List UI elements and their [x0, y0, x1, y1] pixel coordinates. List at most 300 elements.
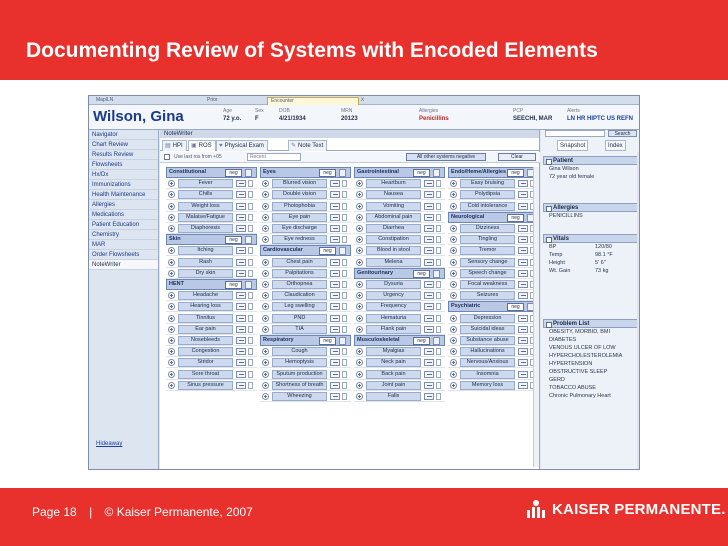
modifier-select[interactable] — [342, 214, 347, 221]
ros-finding-label[interactable]: Orthopnea — [272, 280, 327, 289]
ros-finding-label[interactable]: Shortness of breath — [272, 381, 327, 390]
modifier-select[interactable] — [248, 191, 253, 198]
positive-plus-icon[interactable] — [450, 236, 457, 243]
positive-plus-icon[interactable] — [356, 393, 363, 400]
positive-plus-icon[interactable] — [450, 247, 457, 254]
negative-minus-icon[interactable] — [518, 382, 528, 389]
nav-item[interactable]: Patient Education — [89, 220, 158, 230]
ros-finding-label[interactable]: Cough — [272, 347, 327, 356]
modifier-select[interactable] — [436, 326, 441, 333]
ros-finding-label[interactable]: Blood in stool — [366, 246, 421, 255]
positive-plus-icon[interactable] — [450, 281, 457, 288]
ros-finding-label[interactable]: Ear pain — [178, 325, 233, 334]
ros-finding-label[interactable]: Constipation — [366, 235, 421, 244]
alerts-value[interactable]: LN HR HIPTC US REFN — [567, 116, 633, 122]
ros-finding-label[interactable]: Chills — [178, 190, 233, 199]
tab-prior[interactable]: Prior — [207, 97, 218, 103]
ros-finding-label[interactable]: Nosebleeds — [178, 336, 233, 345]
positive-plus-icon[interactable] — [262, 225, 269, 232]
snapshot-scrollbar[interactable] — [637, 152, 640, 470]
positive-plus-icon[interactable] — [356, 292, 363, 299]
negative-minus-icon[interactable] — [330, 203, 340, 210]
positive-plus-icon[interactable] — [450, 225, 457, 232]
vitals-section-header[interactable]: Vitals — [543, 234, 639, 243]
expand-icon[interactable] — [245, 236, 252, 244]
modifier-select[interactable] — [248, 348, 253, 355]
positive-plus-icon[interactable] — [168, 180, 175, 187]
tab-note-text[interactable] — [288, 140, 327, 151]
positive-plus-icon[interactable] — [450, 359, 457, 366]
negative-minus-icon[interactable] — [518, 270, 528, 277]
negative-minus-icon[interactable] — [424, 214, 434, 221]
nav-item[interactable]: Allergies — [89, 200, 158, 210]
modifier-select[interactable] — [342, 359, 347, 366]
negative-minus-icon[interactable] — [424, 393, 434, 400]
ros-finding-label[interactable]: Nervous/Anxious — [460, 358, 515, 367]
negative-minus-icon[interactable] — [236, 225, 246, 232]
ros-finding-label[interactable]: Hallucinations — [460, 347, 515, 356]
neg-button[interactable]: neg — [319, 169, 336, 177]
positive-plus-icon[interactable] — [356, 371, 363, 378]
negative-minus-icon[interactable] — [236, 259, 246, 266]
ros-finding-label[interactable]: Dysuria — [366, 280, 421, 289]
nav-item[interactable]: Navigator — [89, 130, 158, 140]
ros-finding-label[interactable]: Polydipsia — [460, 190, 515, 199]
tab-hpi[interactable] — [162, 140, 187, 151]
neg-button[interactable]: neg — [413, 270, 430, 278]
ros-finding-label[interactable]: Malaise/Fatigue — [178, 213, 233, 222]
negative-minus-icon[interactable] — [236, 315, 246, 322]
modifier-select[interactable] — [436, 191, 441, 198]
tab-ros[interactable] — [188, 140, 216, 151]
ros-finding-label[interactable]: PND — [272, 314, 327, 323]
positive-plus-icon[interactable] — [356, 214, 363, 221]
positive-plus-icon[interactable] — [450, 270, 457, 277]
negative-minus-icon[interactable] — [424, 292, 434, 299]
positive-plus-icon[interactable] — [450, 315, 457, 322]
ros-finding-label[interactable]: Wheezing — [272, 392, 327, 401]
positive-plus-icon[interactable] — [168, 326, 175, 333]
negative-minus-icon[interactable] — [236, 359, 246, 366]
ros-finding-label[interactable]: Eye discharge — [272, 224, 327, 233]
modifier-select[interactable] — [436, 382, 441, 389]
ros-finding-label[interactable]: Blurred vision — [272, 179, 327, 188]
positive-plus-icon[interactable] — [168, 303, 175, 310]
nav-item[interactable]: Immunizations — [89, 180, 158, 190]
modifier-select[interactable] — [436, 303, 441, 310]
ros-finding-label[interactable]: TIA — [272, 325, 327, 334]
negative-minus-icon[interactable] — [236, 203, 246, 210]
modifier-select[interactable] — [248, 326, 253, 333]
negative-minus-icon[interactable] — [330, 214, 340, 221]
ros-finding-label[interactable]: Speech change — [460, 269, 515, 278]
positive-plus-icon[interactable] — [356, 191, 363, 198]
negative-minus-icon[interactable] — [236, 337, 246, 344]
modifier-select[interactable] — [248, 337, 253, 344]
negative-minus-icon[interactable] — [424, 180, 434, 187]
ros-finding-label[interactable]: Sensory change — [460, 258, 515, 267]
positive-plus-icon[interactable] — [262, 393, 269, 400]
negative-minus-icon[interactable] — [424, 303, 434, 310]
negative-minus-icon[interactable] — [236, 326, 246, 333]
modifier-select[interactable] — [342, 203, 347, 210]
modifier-select[interactable] — [248, 225, 253, 232]
modifier-select[interactable] — [342, 292, 347, 299]
expand-icon[interactable] — [433, 337, 440, 345]
expand-icon[interactable] — [245, 281, 252, 289]
ros-finding-label[interactable]: Itching — [178, 246, 233, 255]
negative-minus-icon[interactable] — [518, 359, 528, 366]
modifier-select[interactable] — [248, 180, 253, 187]
negative-minus-icon[interactable] — [424, 191, 434, 198]
allergies-section-header[interactable]: Allergies — [543, 203, 639, 212]
negative-minus-icon[interactable] — [518, 247, 528, 254]
modifier-select[interactable] — [436, 348, 441, 355]
modifier-select[interactable] — [342, 371, 347, 378]
nav-item[interactable]: MAR — [89, 240, 158, 250]
all-other-systems-negative-button[interactable]: All other systems negative — [406, 153, 486, 161]
ros-finding-label[interactable]: Sore throat — [178, 370, 233, 379]
ros-finding-label[interactable]: Abdominal pain — [366, 213, 421, 222]
modifier-select[interactable] — [342, 315, 347, 322]
negative-minus-icon[interactable] — [236, 382, 246, 389]
modifier-select[interactable] — [248, 270, 253, 277]
positive-plus-icon[interactable] — [356, 236, 363, 243]
ros-finding-label[interactable]: Focal weakness — [460, 280, 515, 289]
ros-finding-label[interactable]: Melena — [366, 258, 421, 267]
expand-icon[interactable] — [339, 337, 346, 345]
positive-plus-icon[interactable] — [262, 292, 269, 299]
modifier-select[interactable] — [342, 236, 347, 243]
modifier-select[interactable] — [248, 315, 253, 322]
negative-minus-icon[interactable] — [518, 337, 528, 344]
negative-minus-icon[interactable] — [330, 236, 340, 243]
tab-encounter[interactable]: Encounter — [267, 97, 359, 105]
negative-minus-icon[interactable] — [330, 393, 340, 400]
positive-plus-icon[interactable] — [262, 180, 269, 187]
neg-button[interactable]: neg — [225, 169, 242, 177]
positive-plus-icon[interactable] — [356, 281, 363, 288]
negative-minus-icon[interactable] — [236, 292, 246, 299]
modifier-select[interactable] — [342, 303, 347, 310]
negative-minus-icon[interactable] — [236, 191, 246, 198]
hideaway-link[interactable]: Hideaway — [96, 441, 123, 447]
modifier-select[interactable] — [436, 393, 441, 400]
ros-finding-label[interactable]: Hemoptysis — [272, 358, 327, 367]
ros-finding-label[interactable]: Heartburn — [366, 179, 421, 188]
positive-plus-icon[interactable] — [356, 247, 363, 254]
modifier-select[interactable] — [342, 225, 347, 232]
positive-plus-icon[interactable] — [356, 315, 363, 322]
negative-minus-icon[interactable] — [424, 203, 434, 210]
positive-plus-icon[interactable] — [262, 303, 269, 310]
negative-minus-icon[interactable] — [236, 348, 246, 355]
ros-finding-label[interactable]: Tinnitus — [178, 314, 233, 323]
positive-plus-icon[interactable] — [356, 180, 363, 187]
negative-minus-icon[interactable] — [518, 315, 528, 322]
ros-finding-label[interactable]: Stridor — [178, 358, 233, 367]
ros-finding-label[interactable]: Leg swelling — [272, 302, 327, 311]
nav-item[interactable]: Chemistry — [89, 230, 158, 240]
negative-minus-icon[interactable] — [518, 225, 528, 232]
modifier-select[interactable] — [342, 348, 347, 355]
ros-finding-label[interactable]: Dizziness — [460, 224, 515, 233]
modifier-select[interactable] — [248, 259, 253, 266]
allergies-value[interactable]: Penicillins — [419, 116, 449, 122]
modifier-select[interactable] — [342, 191, 347, 198]
positive-plus-icon[interactable] — [262, 191, 269, 198]
ros-finding-label[interactable]: Diaphoresis — [178, 224, 233, 233]
ros-finding-label[interactable]: Tremor — [460, 246, 515, 255]
modifier-select[interactable] — [342, 180, 347, 187]
positive-plus-icon[interactable] — [262, 326, 269, 333]
negative-minus-icon[interactable] — [424, 382, 434, 389]
positive-plus-icon[interactable] — [262, 371, 269, 378]
nav-item[interactable]: Hx/Dx — [89, 170, 158, 180]
modifier-select[interactable] — [342, 259, 347, 266]
positive-plus-icon[interactable] — [262, 348, 269, 355]
negative-minus-icon[interactable] — [330, 348, 340, 355]
positive-plus-icon[interactable] — [262, 214, 269, 221]
modifier-select[interactable] — [436, 247, 441, 254]
negative-minus-icon[interactable] — [236, 247, 246, 254]
negative-minus-icon[interactable] — [330, 303, 340, 310]
positive-plus-icon[interactable] — [168, 203, 175, 210]
positive-plus-icon[interactable] — [262, 382, 269, 389]
expand-icon[interactable] — [339, 247, 346, 255]
negative-minus-icon[interactable] — [424, 326, 434, 333]
nav-item[interactable]: Results Review — [89, 150, 158, 160]
ros-finding-label[interactable]: Neck pain — [366, 358, 421, 367]
ros-finding-label[interactable]: Palpitations — [272, 269, 327, 278]
nav-item[interactable]: Flowsheets — [89, 160, 158, 170]
negative-minus-icon[interactable] — [518, 326, 528, 333]
positive-plus-icon[interactable] — [450, 180, 457, 187]
ros-finding-label[interactable]: Myalgias — [366, 347, 421, 356]
modifier-select[interactable] — [342, 326, 347, 333]
negative-minus-icon[interactable] — [236, 303, 246, 310]
negative-minus-icon[interactable] — [518, 371, 528, 378]
ros-finding-label[interactable]: Vomiting — [366, 202, 421, 211]
patient-section-header[interactable]: Patient — [543, 156, 639, 165]
neg-button[interactable]: neg — [413, 169, 430, 177]
positive-plus-icon[interactable] — [262, 203, 269, 210]
expand-icon[interactable] — [339, 169, 346, 177]
nav-item[interactable]: Order Flowsheets — [89, 250, 158, 260]
ros-finding-label[interactable]: Joint pain — [366, 381, 421, 390]
positive-plus-icon[interactable] — [262, 315, 269, 322]
ros-finding-label[interactable]: Fever — [178, 179, 233, 188]
positive-plus-icon[interactable] — [450, 337, 457, 344]
neg-button[interactable]: neg — [507, 214, 524, 222]
modifier-select[interactable] — [436, 315, 441, 322]
modifier-select[interactable] — [248, 382, 253, 389]
modifier-select[interactable] — [342, 393, 347, 400]
neg-button[interactable]: neg — [319, 247, 336, 255]
positive-plus-icon[interactable] — [262, 270, 269, 277]
negative-minus-icon[interactable] — [424, 371, 434, 378]
positive-plus-icon[interactable] — [168, 292, 175, 299]
ros-finding-label[interactable]: Sputum production — [272, 370, 327, 379]
expand-icon[interactable] — [433, 270, 440, 278]
modifier-select[interactable] — [436, 281, 441, 288]
positive-plus-icon[interactable] — [168, 337, 175, 344]
negative-minus-icon[interactable] — [236, 371, 246, 378]
ros-finding-label[interactable]: Frequency — [366, 302, 421, 311]
negative-minus-icon[interactable] — [424, 259, 434, 266]
neg-button[interactable]: neg — [413, 337, 430, 345]
ros-finding-label[interactable]: Urgency — [366, 291, 421, 300]
ros-finding-label[interactable]: Chest pain — [272, 258, 327, 267]
ros-finding-label[interactable]: Back pain — [366, 370, 421, 379]
negative-minus-icon[interactable] — [518, 348, 528, 355]
modifier-select[interactable] — [436, 203, 441, 210]
negative-minus-icon[interactable] — [518, 281, 528, 288]
ros-finding-label[interactable]: Memory loss — [460, 381, 515, 390]
modifier-select[interactable] — [342, 281, 347, 288]
positive-plus-icon[interactable] — [356, 203, 363, 210]
snapshot-search-input[interactable] — [545, 130, 605, 137]
negative-minus-icon[interactable] — [518, 236, 528, 243]
nav-item[interactable]: Chart Review — [89, 140, 158, 150]
negative-minus-icon[interactable] — [236, 214, 246, 221]
negative-minus-icon[interactable] — [518, 191, 528, 198]
neg-button[interactable]: neg — [225, 236, 242, 244]
ros-scrollbar[interactable] — [533, 167, 539, 467]
modifier-select[interactable] — [248, 292, 253, 299]
modifier-select[interactable] — [436, 292, 441, 299]
neg-button[interactable]: neg — [319, 337, 336, 345]
negative-minus-icon[interactable] — [330, 259, 340, 266]
positive-plus-icon[interactable] — [168, 247, 175, 254]
positive-plus-icon[interactable] — [356, 259, 363, 266]
tab-snapshot[interactable]: Snapshot — [557, 140, 588, 151]
positive-plus-icon[interactable] — [168, 382, 175, 389]
ros-finding-label[interactable]: Flank pain — [366, 325, 421, 334]
ros-finding-label[interactable]: Nausea — [366, 190, 421, 199]
positive-plus-icon[interactable] — [168, 259, 175, 266]
ros-finding-label[interactable]: Falls — [366, 392, 421, 401]
modifier-select[interactable] — [436, 259, 441, 266]
ros-finding-label[interactable]: Substance abuse — [460, 336, 515, 345]
positive-plus-icon[interactable] — [450, 191, 457, 198]
positive-plus-icon[interactable] — [262, 259, 269, 266]
ros-finding-label[interactable]: Insomnia — [460, 370, 515, 379]
nav-item[interactable]: Medications — [89, 210, 158, 220]
positive-plus-icon[interactable] — [450, 348, 457, 355]
ros-finding-label[interactable]: Easy bruising — [460, 179, 515, 188]
modifier-select[interactable] — [248, 371, 253, 378]
ros-finding-label[interactable]: Eye redness — [272, 235, 327, 244]
negative-minus-icon[interactable] — [424, 348, 434, 355]
positive-plus-icon[interactable] — [356, 359, 363, 366]
negative-minus-icon[interactable] — [330, 371, 340, 378]
ros-finding-label[interactable]: Sinus pressure — [178, 381, 233, 390]
modifier-select[interactable] — [248, 203, 253, 210]
nav-item-notewriter[interactable]: NoteWriter — [89, 260, 158, 270]
recent-select[interactable]: Recent — [247, 153, 301, 161]
positive-plus-icon[interactable] — [450, 326, 457, 333]
negative-minus-icon[interactable] — [424, 225, 434, 232]
positive-plus-icon[interactable] — [168, 348, 175, 355]
negative-minus-icon[interactable] — [236, 270, 246, 277]
ros-finding-label[interactable]: Tingling — [460, 235, 515, 244]
neg-button[interactable]: neg — [507, 169, 524, 177]
positive-plus-icon[interactable] — [356, 326, 363, 333]
ros-finding-label[interactable]: Dry skin — [178, 269, 233, 278]
tab-physical-exam[interactable] — [216, 140, 268, 151]
negative-minus-icon[interactable] — [424, 315, 434, 322]
tab-index[interactable]: Index — [605, 140, 626, 151]
positive-plus-icon[interactable] — [262, 359, 269, 366]
negative-minus-icon[interactable] — [330, 359, 340, 366]
modifier-select[interactable] — [436, 371, 441, 378]
negative-minus-icon[interactable] — [424, 236, 434, 243]
negative-minus-icon[interactable] — [424, 359, 434, 366]
expand-icon[interactable] — [433, 169, 440, 177]
clear-button[interactable]: Clear — [498, 153, 536, 161]
negative-minus-icon[interactable] — [518, 259, 528, 266]
ros-finding-label[interactable]: Hematuria — [366, 314, 421, 323]
snapshot-search-button[interactable]: Search — [608, 130, 637, 137]
modifier-select[interactable] — [248, 214, 253, 221]
ros-finding-label[interactable]: Photophobia — [272, 202, 327, 211]
modifier-select[interactable] — [342, 270, 347, 277]
modifier-select[interactable] — [436, 236, 441, 243]
ros-finding-label[interactable]: Depression — [460, 314, 515, 323]
negative-minus-icon[interactable] — [330, 292, 340, 299]
negative-minus-icon[interactable] — [424, 281, 434, 288]
negative-minus-icon[interactable] — [236, 180, 246, 187]
ros-finding-label[interactable]: Eye pain — [272, 213, 327, 222]
use-last-ros-checkbox[interactable] — [164, 154, 170, 160]
negative-minus-icon[interactable] — [330, 281, 340, 288]
negative-minus-icon[interactable] — [330, 191, 340, 198]
tab-mapln[interactable]: MaplLN — [96, 97, 114, 103]
modifier-select[interactable] — [436, 225, 441, 232]
positive-plus-icon[interactable] — [356, 225, 363, 232]
ros-finding-label[interactable]: Rash — [178, 258, 233, 267]
ros-finding-label[interactable]: Weight loss — [178, 202, 233, 211]
negative-minus-icon[interactable] — [330, 270, 340, 277]
ros-finding-label[interactable]: Hearing loss — [178, 302, 233, 311]
negative-minus-icon[interactable] — [330, 225, 340, 232]
positive-plus-icon[interactable] — [450, 203, 457, 210]
positive-plus-icon[interactable] — [168, 359, 175, 366]
positive-plus-icon[interactable] — [450, 371, 457, 378]
modifier-select[interactable] — [342, 382, 347, 389]
modifier-select[interactable] — [248, 359, 253, 366]
neg-button[interactable]: neg — [225, 281, 242, 289]
negative-minus-icon[interactable] — [330, 315, 340, 322]
negative-minus-icon[interactable] — [518, 292, 528, 299]
positive-plus-icon[interactable] — [450, 292, 457, 299]
ros-finding-label[interactable]: Congestion — [178, 347, 233, 356]
modifier-select[interactable] — [248, 303, 253, 310]
positive-plus-icon[interactable] — [168, 371, 175, 378]
close-tab-icon[interactable]: x — [361, 97, 364, 103]
ros-finding-label[interactable]: Suicidal ideas — [460, 325, 515, 334]
problem-list-header[interactable]: Problem List — [543, 319, 639, 328]
modifier-select[interactable] — [248, 247, 253, 254]
negative-minus-icon[interactable] — [518, 203, 528, 210]
ros-finding-label[interactable]: Headache — [178, 291, 233, 300]
negative-minus-icon[interactable] — [330, 382, 340, 389]
negative-minus-icon[interactable] — [330, 180, 340, 187]
positive-plus-icon[interactable] — [356, 348, 363, 355]
modifier-select[interactable] — [436, 214, 441, 221]
positive-plus-icon[interactable] — [356, 303, 363, 310]
